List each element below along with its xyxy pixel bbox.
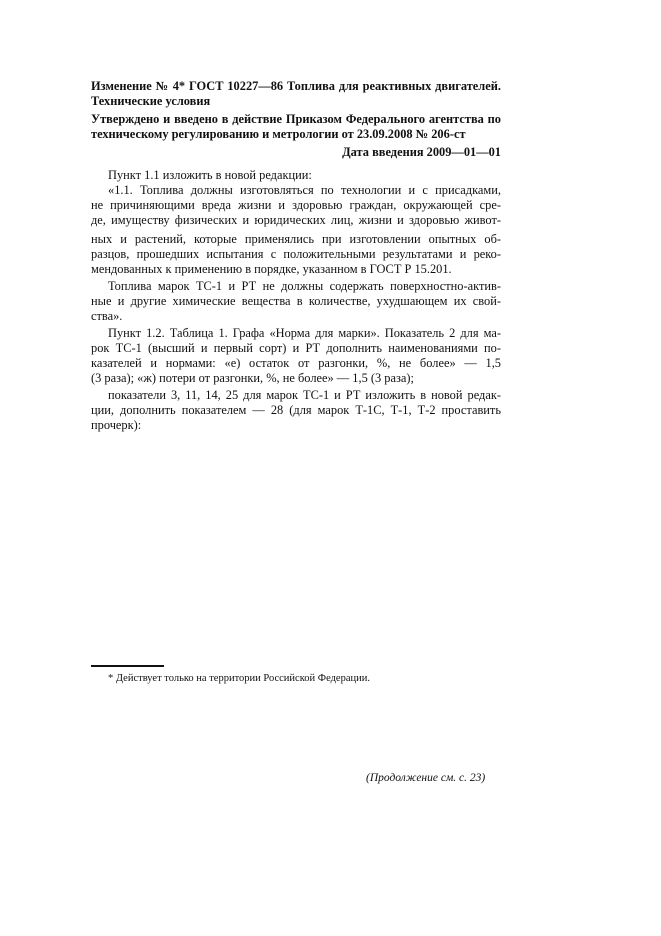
body-line: ции, дополнить показателем — 28 (для марок Т-1С, Т-1, Т-2 проставить	[91, 403, 501, 417]
body-line: ные и другие химические вещества в количестве, ухудшающем их свой-	[91, 294, 501, 308]
body-line: Топлива марок ТС-1 и РТ не должны содержать поверхностно-актив-	[108, 279, 501, 293]
body-line: (3 раза); «ж) потери от разгонки, %, не более» — 1,5 (3 раза);	[91, 371, 414, 385]
amendment-title: Изменение № 4* ГОСТ 10227—86 Топлива для реактивных двигателей.	[91, 79, 501, 93]
body-line: мендованных к применению в порядке, указанном в ГОСТ Р 15.201.	[91, 262, 452, 276]
body-line: показатели 3, 11, 14, 25 для марок ТС-1 и РТ изложить в новой редак-	[108, 388, 501, 402]
body-line: ных и растений, которые применялись при изготовлении опытных об-	[91, 232, 501, 246]
footnote-divider	[91, 665, 164, 667]
body-line: рок ТС-1 (высший и первый сорт) и РТ дополнить наименованиями по-	[91, 341, 501, 355]
footnote: * Действует только на территории Российской Федерации.	[108, 673, 370, 684]
body-line: разцов, прошедших испытания с положительными результатами и реко-	[91, 247, 501, 261]
body-line: ства».	[91, 309, 123, 323]
body-line: Пункт 1.2. Таблица 1. Графа «Норма для марки». Показатель 2 для ма-	[108, 326, 501, 340]
body-line: де, имуществу физических и юридических лиц, жизни и здоровью живот-	[91, 213, 501, 227]
body-line: прочерк):	[91, 418, 142, 432]
amendment-subtitle: Технические условия	[91, 94, 211, 108]
body-line: не причиняющими вреда жизни и здоровью граждан, окружающей сре-	[91, 198, 501, 212]
approval-text-line1: Утверждено и введено в действие Приказом Федерального агентства по	[91, 112, 501, 126]
continuation-note: (Продолжение см. с. 23)	[366, 772, 486, 784]
approval-text-line2: техническому регулированию и метрологии от 23.09.2008 № 206-ст	[91, 127, 466, 141]
effective-date: Дата введения 2009—01—01	[342, 145, 501, 159]
body-line: «1.1. Топлива должны изготовляться по технологии и с присадками,	[108, 183, 501, 197]
body-line: казателей и нормами: «е) остаток от разгонки, %, не более» — 1,5	[91, 356, 501, 370]
body-line: Пункт 1.1 изложить в новой редакции:	[108, 168, 312, 182]
